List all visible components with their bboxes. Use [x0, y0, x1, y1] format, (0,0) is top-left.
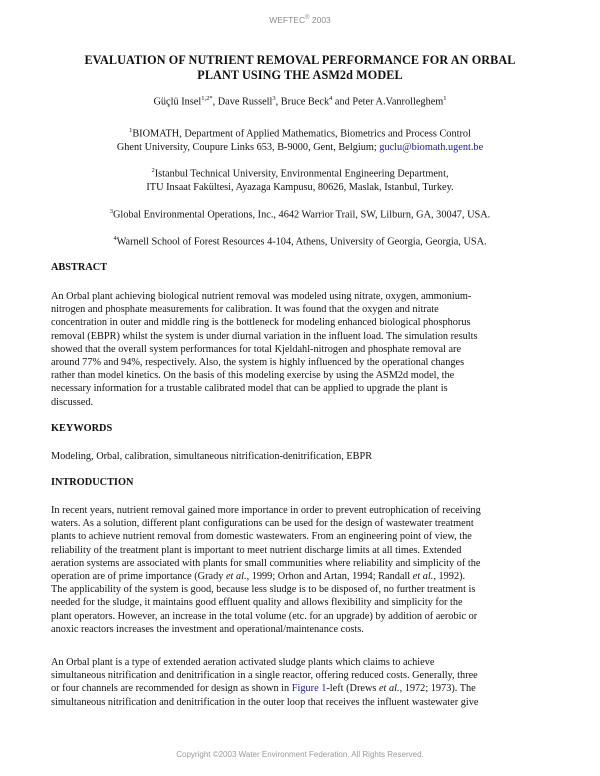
abstract-line: An Orbal plant achieving biological nutrient removal was modeled using nitrate, oxygen, ammonium- [51, 291, 472, 302]
abstract-line: nitrogen and phosphate measurements for calibration. It was found that the oxygen and nitrate [51, 304, 439, 316]
keywords-text: Modeling, Orbal, calibration, simultaneous nitrification-denitrification, EBPR [51, 451, 373, 462]
author-list: Güçlü Insel$^{1,2*}$, Dave Russell$^3$, Bruce Beck$^4$ and Peter A.Vanrolleghem$^1$ [153, 95, 447, 108]
title-line-2: PLANT USING THE ASM2d MODEL [197, 68, 403, 82]
introduction-heading: INTRODUCTION [51, 477, 134, 488]
title-line-1: EVALUATION OF NUTRIENT REMOVAL PERFORMANCE FOR AN ORBAL [84, 53, 516, 67]
paper-title [45, 53, 555, 83]
figure-1-link[interactable]: Figure 1 [291, 683, 327, 695]
affiliation-4: $^4$Warnell School of Forest Resources 4-104, Athens, University of Georgia, Georgia, USA. [113, 235, 487, 248]
abstract-line: discussed. [51, 396, 94, 408]
affiliation-3: $^3$Global Environmental Operations, Inc., 4642 Warrior Trail, SW, Lilburn, GA, 30047, USA. [109, 208, 491, 221]
affiliation-2: $^2$Istanbul Technical University, Environmental Engineering Department, ITU Insaat Fakültesi, Ayazaga Kampusu, 80626, Maslak, Istanbul, Turkey. [146, 167, 454, 194]
abstract-heading: ABSTRACT [51, 262, 108, 273]
introduction-paragraph-1: In recent years, nutrient removal gained more importance in order to prevent eutrophication of receiving waters. As a solution, different plant configurations can be used for the design of wastewater treatment plants to achieve nutrient removal from domestic wastewaters. From an engineering point of view, the reliability of the treatment plant is important to meet nutrient discharge limits at all times. Extended aeration systems are associated with plants for small communities where reliability and simplicity of the operation are of prime importance (Grady et al., 1999; Orhon and Artan, 1994; Randall et al., 1992). The applicability of the system is good, because less sludge is to be disposed of, no further treatment is needed for the sludge, it maintains good effluent quality and allows flexibility and simplicity for the plant operators. However, an increase in the total volume (etc. for an upgrade) by addition of aerobic or anoxic reactors increases the investment and operational/maintenance costs. [51, 505, 481, 635]
abstract-text [51, 290, 551, 409]
abstract-line: rather than model kinetics. On the basis of this modeling exercise by using the ASM2d model, the [51, 370, 455, 382]
abstract-line: concentration in outer and middle ring is the bottleneck for modeling enhanced biological phosphorus [51, 317, 471, 329]
abstract-line: removal (EBPR) whilst the system is under diurnal variation in the influent load. The simulation results [51, 330, 478, 342]
author-email-link[interactable]: guclu@biomath.ugent.be [379, 142, 484, 154]
abstract-line: showed that the overall system performances for total Kjeldahl-nitrogen and phosphate removal are [51, 343, 462, 355]
keywords-heading: KEYWORDS [51, 423, 113, 434]
running-header: WEFTEC® 2003 [269, 15, 331, 25]
abstract-line: around 77% and 94%, respectively. Also, the system is highly influenced by the operational changes [51, 357, 465, 369]
affiliation-1: $^1$BIOMATH, Department of Applied Mathematics, Biometrics and Process Control Ghent University, Coupure Links 653, B-9000, Gent, Belgium; guclu@biomath.ugent.be [116, 127, 484, 154]
copyright-footer: Copyright ©2003 Water Environment Federation. All Rights Reserved. [176, 750, 424, 759]
abstract-line: necessary information for a trustable calibrated model that can be applied to upgrade the plant is [51, 383, 448, 395]
introduction-paragraph-2: An Orbal plant is a type of extended aeration activated sludge plants which claims to achieve simultaneous nitrification and denitrification in a single reactor, offering reduced costs. Generally, three or four channels are recommended for design as shown in Figure 1-left (Drews et al., 1972; 1973). The simultaneous nitrification and denitrification in the outer loop that receives the influent wastewater give [51, 657, 479, 708]
